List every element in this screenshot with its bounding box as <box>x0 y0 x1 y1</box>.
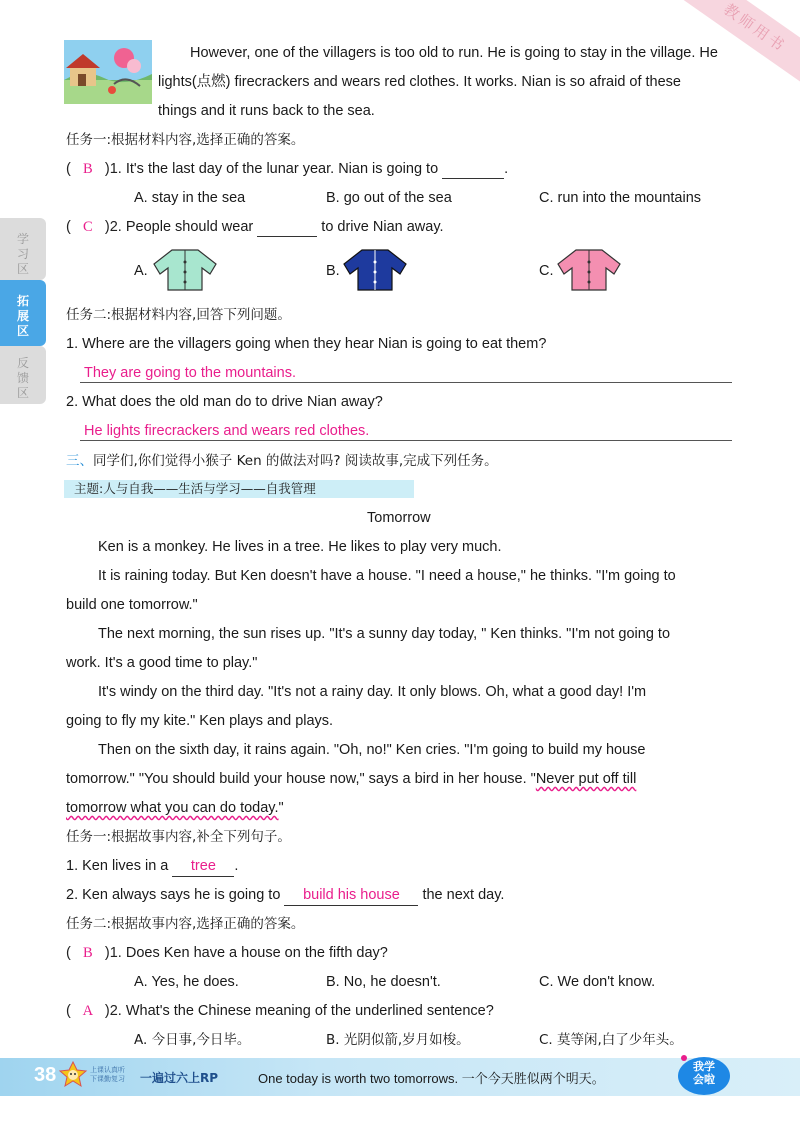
story1-line2: lights(点燃) firecrackers and wears red clothes. It works. Nian is so afraid of these <box>158 74 681 90</box>
option-2a-label[interactable]: A. <box>134 263 148 279</box>
option-4a[interactable]: A. 今日事,今日毕。 <box>134 1032 251 1048</box>
fill-answer-2[interactable]: build his house <box>284 885 418 906</box>
answer-3[interactable]: B <box>83 945 93 961</box>
story2-p1: Ken is a monkey. He lives in a tree. He likes to play very much. <box>98 539 502 555</box>
fill-answer-1[interactable]: tree <box>172 856 234 877</box>
story2-p2b: build one tomorrow." <box>66 597 198 613</box>
story1-line3: things and it runs back to the sea. <box>158 103 375 119</box>
story2-p5b: tomorrow." "You should build your house now," says a bird in her house. "Never put off till <box>66 771 637 787</box>
underlined-sentence-part1: Never put off till <box>535 771 637 787</box>
question-1-text: It's the last day of the lunar year. Nian is going to <box>125 161 439 177</box>
side-tab-study-label: 学习区 <box>16 232 29 276</box>
option-3a[interactable]: A. Yes, he does. <box>134 974 239 990</box>
option-2b-label[interactable]: B. <box>326 263 340 279</box>
side-tab-expand[interactable] <box>0 280 46 346</box>
option-1c[interactable]: C. run into the mountains <box>539 190 702 206</box>
option-1a[interactable]: A. stay in the sea <box>134 190 246 206</box>
theme-banner: 主题:人与自我——生活与学习——自我管理 <box>64 480 414 498</box>
mascot-icon <box>58 1060 88 1099</box>
page-footer <box>0 1058 800 1096</box>
footer-proverb: One today is worth two tomorrows. 一个今天胜似两个明天。 <box>258 1071 605 1086</box>
task2-heading: 任务二:根据材料内容,回答下列问题。 <box>66 307 291 323</box>
task3-heading: 任务一:根据故事内容,补全下列句子。 <box>66 829 291 845</box>
section-3-heading: 三、同学们,你们觉得小猴子 Ken 的做法对吗? 阅读故事,完成下列任务。 <box>66 453 498 469</box>
answer-line-1 <box>80 382 732 383</box>
footer-slogan: 上课认真听 下课勤复习 <box>90 1066 125 1083</box>
answer-line-2 <box>80 440 732 441</box>
answer-4[interactable]: A <box>82 1003 94 1019</box>
question-4: ( A )2. What's the Chinese meaning of the underlined sentence? <box>66 1003 494 1019</box>
badge-line2: 会啦 <box>693 1073 715 1086</box>
option-3b[interactable]: B. No, he doesn't. <box>326 974 441 990</box>
option-4c[interactable]: C. 莫等闲,白了少年头。 <box>539 1032 683 1048</box>
task1-heading: 任务一:根据材料内容,选择正确的答案。 <box>66 132 305 148</box>
option-3c[interactable]: C. We don't know. <box>539 974 656 990</box>
option-2c-label[interactable]: C. <box>539 263 554 279</box>
fill-sentence-2: 2. Ken always says he is going to build his house the next day. <box>66 885 504 906</box>
story2-p2a: It is raining today. But Ken doesn't have a house. "I need a house," he thinks. "I'm going to <box>98 568 676 584</box>
badge-line1: 我学 <box>693 1060 715 1073</box>
teacher-edition-stamp: 教师用书 <box>683 0 800 86</box>
task4-heading: 任务二:根据故事内容,选择正确的答案。 <box>66 916 305 932</box>
underlined-sentence-part2: tomorrow what you can do today. <box>66 800 279 816</box>
green-jacket-icon[interactable] <box>150 246 220 297</box>
story2-p5c: tomorrow what you can do today." <box>66 800 284 816</box>
fill-sentence-1: 1. Ken lives in a tree . <box>66 856 238 877</box>
question-3: ( B )1. Does Ken have a house on the fifth day? <box>66 945 388 961</box>
pink-jacket-icon[interactable] <box>554 246 624 297</box>
story1-line1: However, one of the villagers is too old to run. He is going to stay in the village. He <box>190 45 718 61</box>
answer-1[interactable]: B <box>83 161 93 177</box>
section-3-number: 三、 <box>66 453 93 469</box>
open-answer-1[interactable]: They are going to the mountains. <box>84 365 296 381</box>
answer-2[interactable]: C <box>83 219 93 235</box>
side-tab-feedback[interactable] <box>0 346 46 404</box>
side-tab-feedback-label: 反馈区 <box>16 356 29 400</box>
story2-p3b: work. It's a good time to play." <box>66 655 258 671</box>
blank-1[interactable] <box>442 160 504 179</box>
question-2: ( C )2. People should wear to drive Nian away. <box>66 219 444 235</box>
open-question-2: 2. What does the old man do to drive Nian away? <box>66 394 383 410</box>
story2-p5a: Then on the sixth day, it rains again. "Oh, no!" Ken cries. "I'm going to build my house <box>98 742 646 758</box>
page-number: 38 <box>34 1064 57 1086</box>
blank-2[interactable] <box>257 218 317 237</box>
story2-p4a: It's windy on the third day. "It's not a rainy day. It only blows. Oh, what a good day! I'm <box>98 684 647 700</box>
side-tab-study[interactable] <box>0 218 46 280</box>
option-1b[interactable]: B. go out of the sea <box>326 190 452 206</box>
side-tab-expand-label: 拓展区 <box>16 294 29 338</box>
open-question-1: 1. Where are the villagers going when they hear Nian is going to eat them? <box>66 336 547 352</box>
blue-jacket-icon[interactable] <box>340 246 410 297</box>
question-1: ( B )1. It's the last day of the lunar year. Nian is going to . <box>66 161 509 177</box>
story2-p3a: The next morning, the sun rises up. "It's a sunny day today, " Ken thinks. "I'm not going to <box>98 626 671 642</box>
footer-brand: 一遍过六上RP <box>140 1071 219 1085</box>
village-illustration <box>64 40 152 104</box>
story2-title: Tomorrow <box>367 510 431 526</box>
option-4b[interactable]: B. 光阴似箭,岁月如梭。 <box>326 1032 470 1048</box>
learned-badge <box>676 1052 732 1096</box>
open-answer-2[interactable]: He lights firecrackers and wears red clothes. <box>84 423 370 439</box>
story2-p4b: going to fly my kite." Ken plays and plays. <box>66 713 334 729</box>
